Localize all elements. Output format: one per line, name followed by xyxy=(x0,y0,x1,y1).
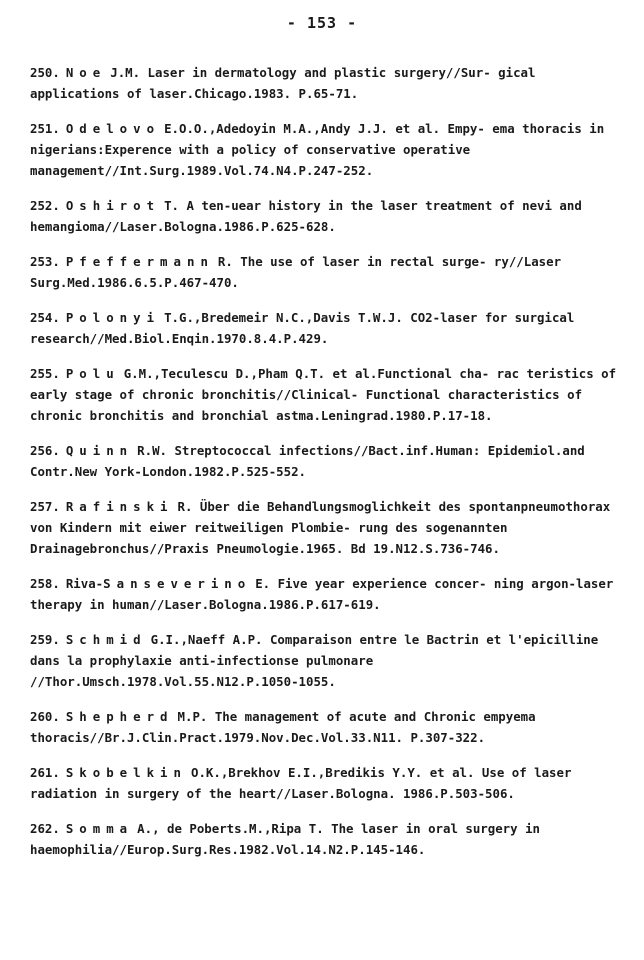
entry-author: Rafinski xyxy=(65,499,174,514)
entry-author: Skobelkin xyxy=(65,765,187,780)
entry-citation: R.W. Streptococcal infections//Bact.inf.Human: Epidemiol.and Contr.New York-London.1982.P.525-552. xyxy=(30,443,585,479)
entry-number: 254. xyxy=(30,310,60,325)
entry-citation: R. The use of laser in rectal surge- ry//Laser Surg.Med.1986.6.5.P.467-470. xyxy=(30,254,562,290)
bibliography-list xyxy=(30,62,620,874)
entry-number: 261. xyxy=(30,765,60,780)
entry-citation: J.M. Laser in dermatology and plastic surgery//Sur- gical applications of laser.Chicago.1983. P.65-71. xyxy=(30,65,536,101)
bibliography-entry xyxy=(30,706,620,748)
bibliography-entry xyxy=(30,818,620,860)
bibliography-entry xyxy=(30,496,620,559)
entry-number: 252. xyxy=(30,198,60,213)
entry-citation: G.M.,Teculescu D.,Pham Q.T. et al.Functional cha- rac teristics of early stage of chronic bronchitis//Clinical- Functional characteristics of chronic bronchitis and bronchial astma.Leningrad.1980.P.17-18. xyxy=(30,366,617,423)
entry-citation: E. Five year experience concer- ning argon-laser therapy in human//Laser.Bologna.1986.P.617-619. xyxy=(30,576,614,612)
entry-number: 257. xyxy=(30,499,60,514)
entry-author: Noe xyxy=(65,65,107,80)
entry-author: Polu xyxy=(65,366,120,381)
entry-number: 251. xyxy=(30,121,60,136)
bibliography-entry xyxy=(30,62,620,104)
bibliography-entry xyxy=(30,762,620,804)
entry-number: 258. xyxy=(30,576,60,591)
entry-author: Polonyi xyxy=(65,310,161,325)
entry-citation: G.I.,Naeff A.P. Comparaison entre le Bactrin et l'epicilline dans la prophylaxie anti-infectionse pulmonare //Thor.Umsch.1978.Vol.55.N12.P.1050-1055. xyxy=(30,632,599,689)
bibliography-entry xyxy=(30,195,620,237)
entry-number: 250. xyxy=(30,65,60,80)
entry-number: 262. xyxy=(30,821,60,836)
entry-number: 253. xyxy=(30,254,60,269)
entry-author: Quinn xyxy=(65,443,134,458)
entry-author-prefix: Riva- xyxy=(65,576,104,591)
entry-author: Shepherd xyxy=(65,709,174,724)
entry-author: Pfeffermann xyxy=(65,254,214,269)
entry-author: Somma xyxy=(65,821,134,836)
bibliography-entry xyxy=(30,251,620,293)
entry-author: Odelovo xyxy=(65,121,161,136)
entry-number: 256. xyxy=(30,443,60,458)
entry-citation: E.O.O.,Adedoyin M.A.,Andy J.J. et al. Empy- ema thoracis in nigerians:Experence with a policy of conservative operative management//Int.Surg.1989.Vol.74.N4.P.247-252. xyxy=(30,121,605,178)
bibliography-entry xyxy=(30,629,620,692)
entry-citation: R. Über die Behandlungsmoglichkeit des spontanpneumothorax von Kindern mit eiwer reitweiligen Plombie- rung des sogenannten Drainagebronchus//Praxis Pneumologie.1965. Bd 19.N12.S.736-746. xyxy=(30,499,611,556)
bibliography-entry xyxy=(30,573,620,615)
entry-number: 255. xyxy=(30,366,60,381)
entry-citation: A., de Poberts.M.,Ripa T. The laser in oral surgery in haemophilia//Europ.Surg.Res.1982.Vol.14.N2.P.145-146. xyxy=(30,821,540,857)
entry-number: 260. xyxy=(30,709,60,724)
entry-author: Schmid xyxy=(65,632,147,647)
entry-citation: T.G.,Bredemeir N.C.,Davis T.W.J. CO2-laser for surgical research//Med.Biol.Enqin.1970.8.4.P.429. xyxy=(30,310,575,346)
entry-number: 259. xyxy=(30,632,60,647)
entry-citation: M.P. The management of acute and Chronic empyema thoracis//Br.J.Clin.Pract.1979.Nov.Dec.Vol.33.N11. P.307-322. xyxy=(30,709,536,745)
bibliography-entry xyxy=(30,118,620,181)
bibliography-entry xyxy=(30,307,620,349)
bibliography-entry xyxy=(30,363,620,426)
entry-author: Sanseverino xyxy=(103,576,252,591)
page-number: - 153 - xyxy=(286,14,358,32)
entry-citation: T. A ten-uear history in the laser treatment of nevi and hemangioma//Laser.Bologna.1986.P.625-628. xyxy=(30,198,582,234)
entry-author: Oshirot xyxy=(65,198,161,213)
bibliography-entry xyxy=(30,440,620,482)
entry-citation: O.K.,Brekhov E.I.,Bredikis Y.Y. et al. Use of laser radiation in surgery of the heart//Laser.Bologna. 1986.P.503-506. xyxy=(30,765,572,801)
